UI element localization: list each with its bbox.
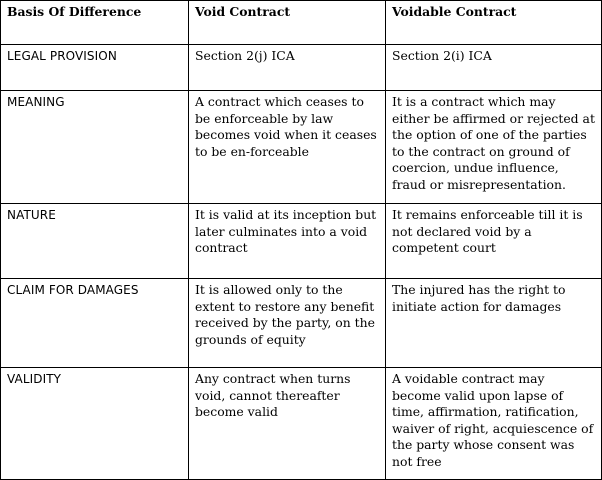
- void-contract-cell: It is allowed only to the extent to restore any benefit received by the party, on the grounds of equity: [189, 279, 386, 368]
- header-void-contract: Void Contract: [189, 1, 386, 45]
- basis-cell: NATURE: [1, 204, 189, 279]
- basis-cell: MEANING: [1, 91, 189, 204]
- voidable-contract-cell: Section 2(i) ICA: [386, 45, 602, 91]
- table-header-row: [1, 1, 602, 45]
- voidable-contract-cell: The injured has the right to initiate action for damages: [386, 279, 602, 368]
- basis-cell: CLAIM FOR DAMAGES: [1, 279, 189, 368]
- table-row-meaning: [1, 91, 602, 204]
- table-row-validity: [1, 368, 602, 480]
- table-row-nature: [1, 204, 602, 279]
- table-row-claim-for-damages: [1, 279, 602, 368]
- basis-cell: LEGAL PROVISION: [1, 45, 189, 91]
- basis-cell: VALIDITY: [1, 368, 189, 480]
- header-basis-of-difference: Basis Of Difference: [1, 1, 189, 45]
- voidable-contract-cell: A voidable contract may become valid upon lapse of time, affirmation, ratification, waiver of right, acquiescence of the party whose consent was not free: [386, 368, 602, 480]
- table-row-legal-provision: [1, 45, 602, 91]
- void-contract-cell: A contract which ceases to be enforceable by law becomes void when it ceases to be en-forceable: [189, 91, 386, 204]
- void-contract-cell: Section 2(j) ICA: [189, 45, 386, 91]
- header-voidable-contract: Voidable Contract: [386, 1, 602, 45]
- void-contract-cell: Any contract when turns void, cannot thereafter become valid: [189, 368, 386, 480]
- voidable-contract-cell: It remains enforceable till it is not declared void by a competent court: [386, 204, 602, 279]
- voidable-contract-cell: It is a contract which may either be affirmed or rejected at the option of one of the parties to the contract on ground of coercion, undue influence, fraud or misrepresentation.: [386, 91, 602, 204]
- void-contract-cell: It is valid at its inception but later culminates into a void contract: [189, 204, 386, 279]
